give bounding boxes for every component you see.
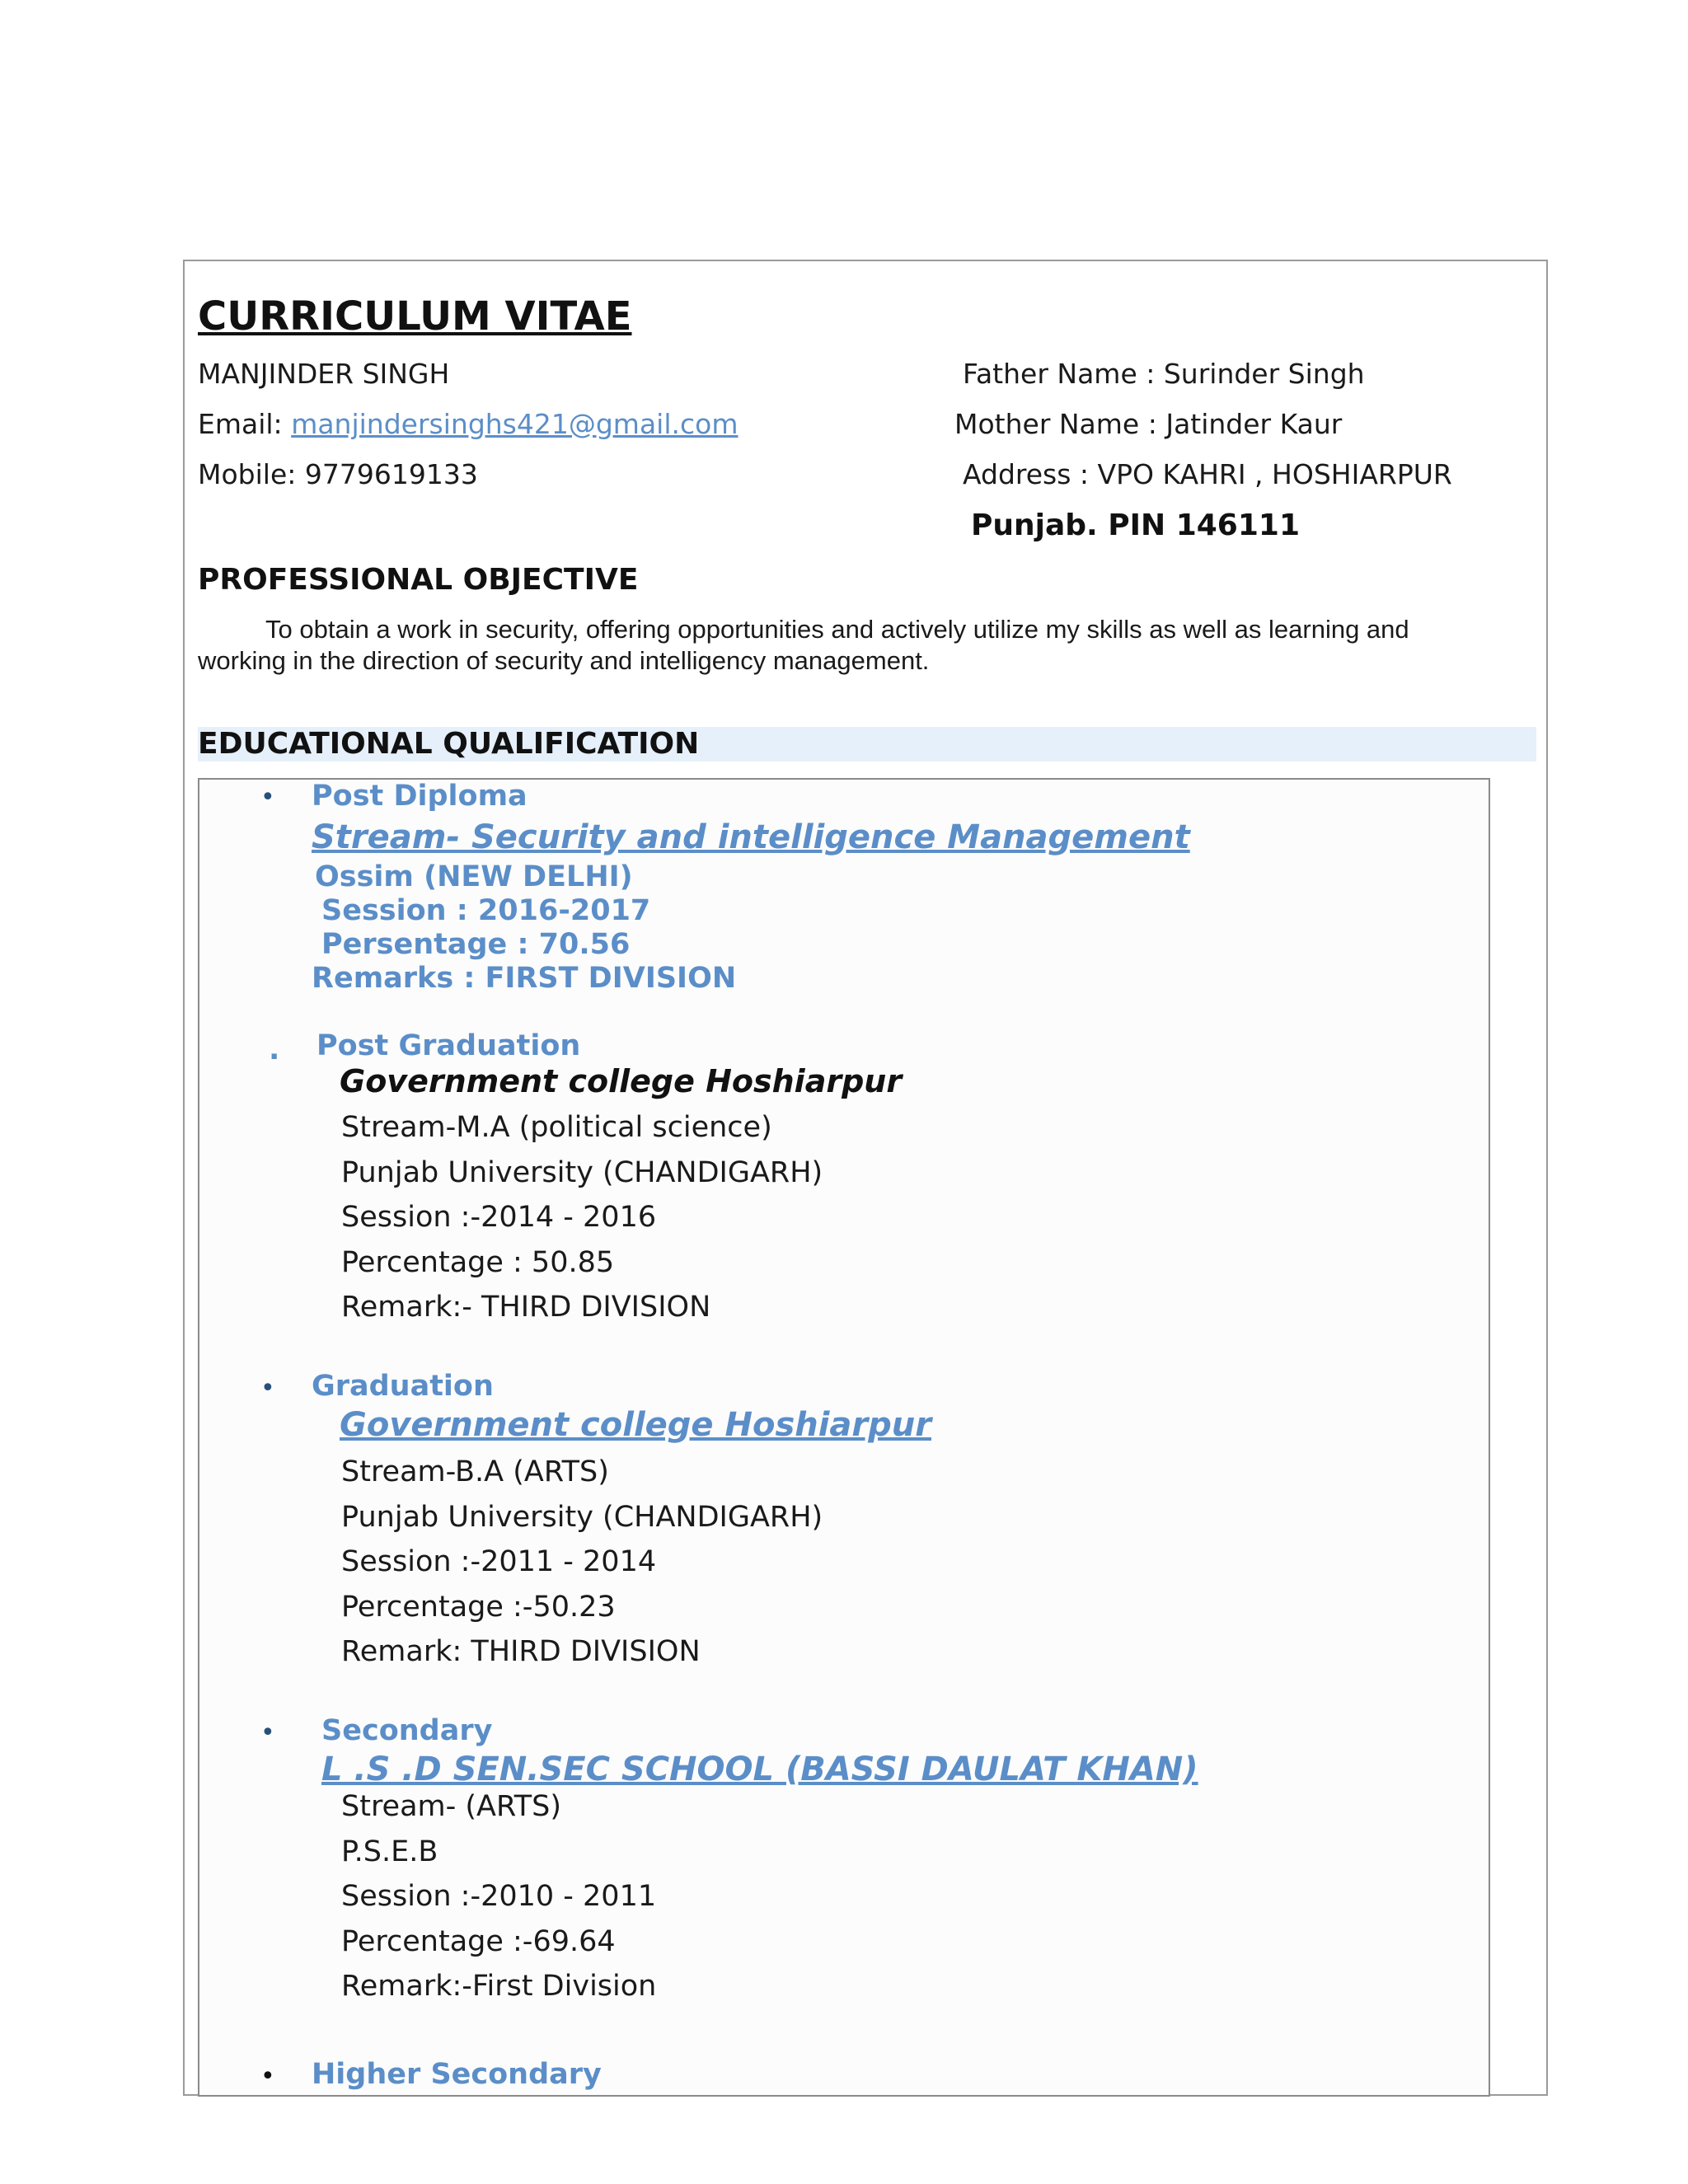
higher-secondary-title: Higher Secondary [312,2058,602,2091]
graduation-remark: Remark: THIRD DIVISION [341,1635,701,1668]
document-title: CURRICULUM VITAE [198,293,632,340]
mobile-number: Mobile: 9779619133 [198,458,478,490]
post-graduation-remark: Remark:- THIRD DIVISION [341,1291,711,1324]
graduation-university: Punjab University (CHANDIGARH) [341,1501,823,1534]
post-graduation-university: Punjab University (CHANDIGARH) [341,1156,823,1189]
secondary-school: L .S .D SEN.SEC SCHOOL (BASSI DAULAT KHAN) [321,1750,1198,1788]
secondary-remark: Remark:-First Division [341,1970,657,2003]
post-diploma-session: Session : 2016-2017 [321,894,651,927]
objective-heading: PROFESSIONAL OBJECTIVE [198,563,639,597]
post-graduation-percentage: Percentage : 50.85 [341,1246,615,1279]
post-diploma-stream: Stream- Security and intelligence Management [312,818,1190,856]
secondary-board: P.S.E.B [341,1835,438,1868]
post-diploma-percentage: Persentage : 70.56 [321,928,631,961]
graduation-percentage: Percentage :-50.23 [341,1591,616,1624]
post-diploma-title: Post Diploma [312,780,528,813]
bullet-icon: • [260,1718,275,1747]
email-line [198,408,738,440]
secondary-stream: Stream- (ARTS) [341,1790,562,1823]
post-graduation-stream: Stream-M.A (political science) [341,1111,772,1144]
graduation-stream: Stream-B.A (ARTS) [341,1455,609,1488]
email-label: Email: [198,408,283,440]
address: Address : VPO KAHRI , HOSHIARPUR [963,458,1452,490]
graduation-session: Session :-2011 - 2014 [341,1545,657,1578]
secondary-percentage: Percentage :-69.64 [341,1925,616,1958]
secondary-title: Secondary [321,1714,493,1747]
bullet-icon: • [260,2062,275,2091]
post-graduation-college: Government college Hoshiarpur [340,1063,903,1099]
father-name: Father Name : Surinder Singh [963,358,1365,390]
education-heading: EDUCATIONAL QUALIFICATION [198,727,700,761]
objective-line-2: working in the direction of security and intelligency management. [198,646,930,675]
post-graduation-marker: . [269,1033,280,1066]
mother-name: Mother Name : Jatinder Kaur [954,408,1343,440]
graduation-title: Graduation [312,1370,494,1403]
post-graduation-session: Session :-2014 - 2016 [341,1201,657,1234]
candidate-name: MANJINDER SINGH [198,358,450,390]
objective-line-1: To obtain a work in security, offering opportunities and actively utilize my skills as well as learning and [265,615,1409,644]
email-link[interactable]: manjindersinghs421@gmail.com [291,408,738,440]
bullet-icon: • [260,1374,275,1403]
graduation-college: Government college Hoshiarpur [340,1406,931,1444]
post-diploma-remarks: Remarks : FIRST DIVISION [312,962,737,995]
address-pin: Punjab. PIN 146111 [971,509,1300,542]
secondary-session: Session :-2010 - 2011 [341,1880,657,1913]
bullet-icon: • [260,783,275,812]
post-graduation-title: Post Graduation [316,1029,581,1062]
post-diploma-institute: Ossim (NEW DELHI) [315,860,633,893]
